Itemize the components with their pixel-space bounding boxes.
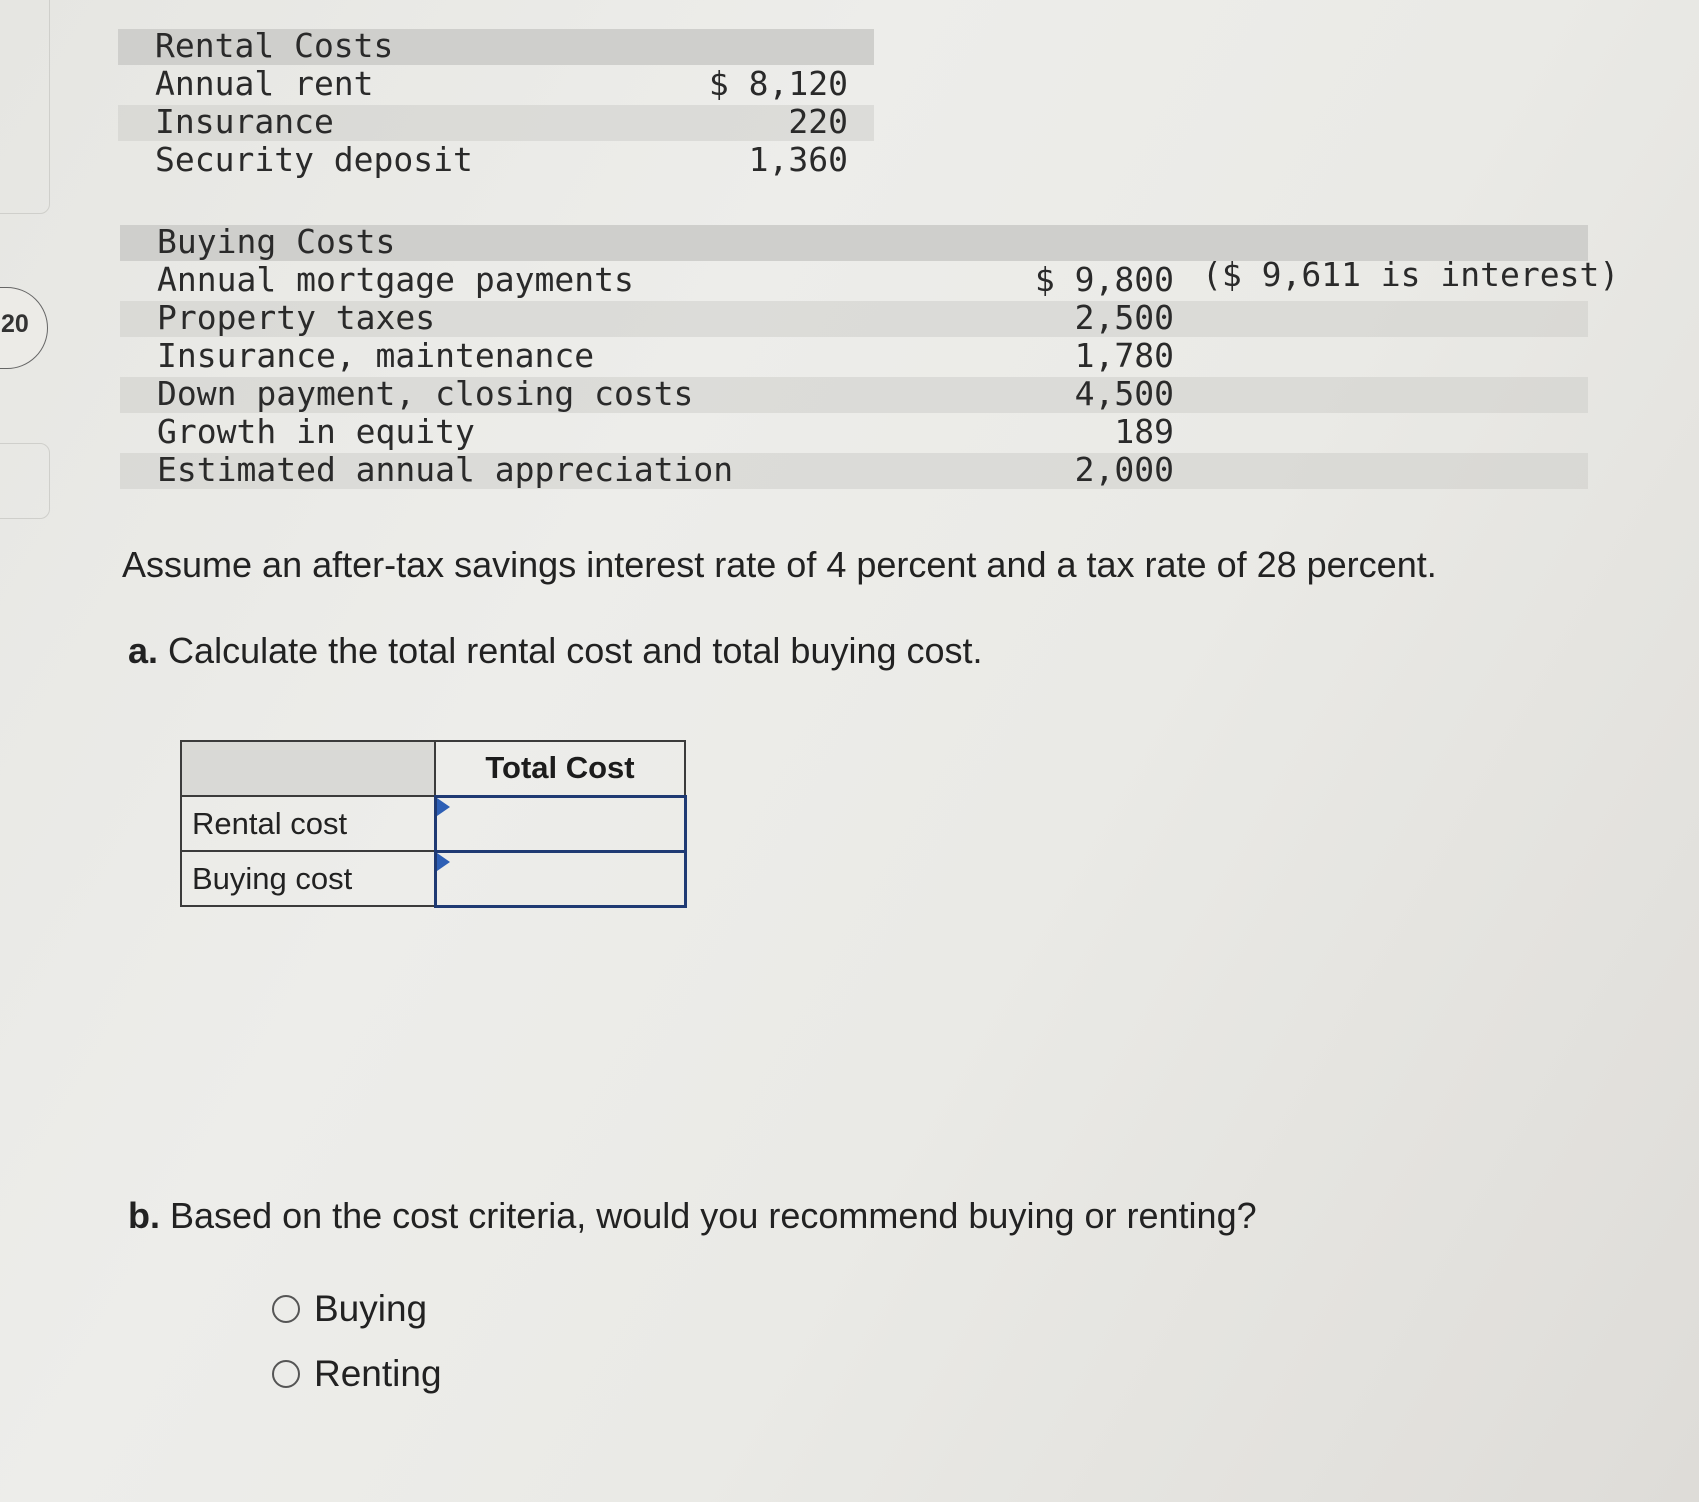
row-label: Down payment, closing costs — [157, 374, 694, 413]
rental-cost-input[interactable] — [437, 798, 684, 850]
radio-option-renting[interactable] — [272, 1353, 442, 1395]
row-label: Security deposit — [155, 140, 473, 179]
table-row — [181, 796, 685, 851]
buying-row-mortgage — [120, 255, 1620, 299]
row-value: 189 — [1114, 412, 1174, 451]
radio-label-buying[interactable]: Buying — [314, 1288, 428, 1329]
row-value: 220 — [788, 102, 848, 141]
row-note: ($ 9,611 is interest) — [1202, 255, 1620, 294]
buying-row-growth-equity — [120, 412, 1588, 451]
row-label: Insurance — [155, 102, 334, 141]
input-marker-icon — [437, 853, 450, 871]
table-header-row — [181, 741, 685, 796]
buying-costs-heading: Buying Costs — [157, 222, 396, 261]
row-value: $ 8,120 — [708, 64, 848, 103]
radio-circle-icon[interactable] — [272, 1295, 300, 1323]
row-label: Growth in equity — [157, 412, 475, 451]
rental-cost-label: Rental cost — [181, 796, 435, 851]
radio-label-renting[interactable]: Renting — [314, 1353, 442, 1394]
side-panel-tab-bottom — [0, 443, 50, 519]
question-number: 20 — [1, 310, 29, 338]
assumption-text: Assume an after-tax savings interest rate of 4 percent and a tax rate of 28 percent. — [122, 544, 1437, 585]
buying-row-down-payment — [120, 374, 1588, 413]
buying-cost-label: Buying cost — [181, 851, 435, 906]
row-value: 4,500 — [1074, 374, 1174, 413]
rental-row-security-deposit — [118, 140, 874, 179]
part-b-prompt — [128, 1195, 1257, 1237]
row-value: 1,360 — [748, 140, 848, 179]
buying-cost-input[interactable] — [437, 853, 684, 905]
total-cost-header: Total Cost — [435, 741, 685, 796]
row-value: 2,000 — [1074, 450, 1174, 489]
row-value: 1,780 — [1074, 336, 1174, 375]
buying-row-property-taxes — [120, 298, 1588, 337]
table-row — [181, 851, 685, 906]
part-b-text: Based on the cost criteria, would you recommend buying or renting? — [170, 1195, 1257, 1236]
buying-row-insurance-maintenance — [120, 336, 1588, 375]
input-marker-icon — [437, 798, 450, 816]
rental-costs-heading: Rental Costs — [155, 26, 394, 65]
rental-row-insurance — [118, 102, 874, 141]
row-label: Annual rent — [155, 64, 374, 103]
rental-costs-header — [118, 26, 874, 65]
rental-row-annual-rent — [118, 64, 874, 103]
part-a-text: Calculate the total rental cost and total buying cost. — [168, 630, 983, 671]
rental-cost-cell[interactable] — [435, 796, 685, 851]
row-label: Property taxes — [157, 298, 436, 337]
radio-circle-icon[interactable] — [272, 1360, 300, 1388]
total-cost-table — [180, 740, 687, 908]
row-value: $ 9,800 — [1034, 260, 1174, 299]
part-a-letter: a. — [128, 630, 159, 671]
question-number-badge[interactable] — [0, 287, 48, 369]
row-value: 2,500 — [1074, 298, 1174, 337]
part-a-prompt — [128, 630, 983, 672]
side-panel-tab-top — [0, 0, 50, 214]
row-label: Annual mortgage payments — [157, 260, 634, 299]
row-label: Estimated annual appreciation — [157, 450, 734, 489]
row-label: Insurance, maintenance — [157, 336, 595, 375]
part-b-letter: b. — [128, 1195, 160, 1236]
buying-cost-cell[interactable] — [435, 851, 685, 906]
table-corner-cell — [181, 741, 435, 796]
radio-option-buying[interactable] — [272, 1288, 427, 1330]
buying-row-appreciation — [120, 450, 1588, 489]
